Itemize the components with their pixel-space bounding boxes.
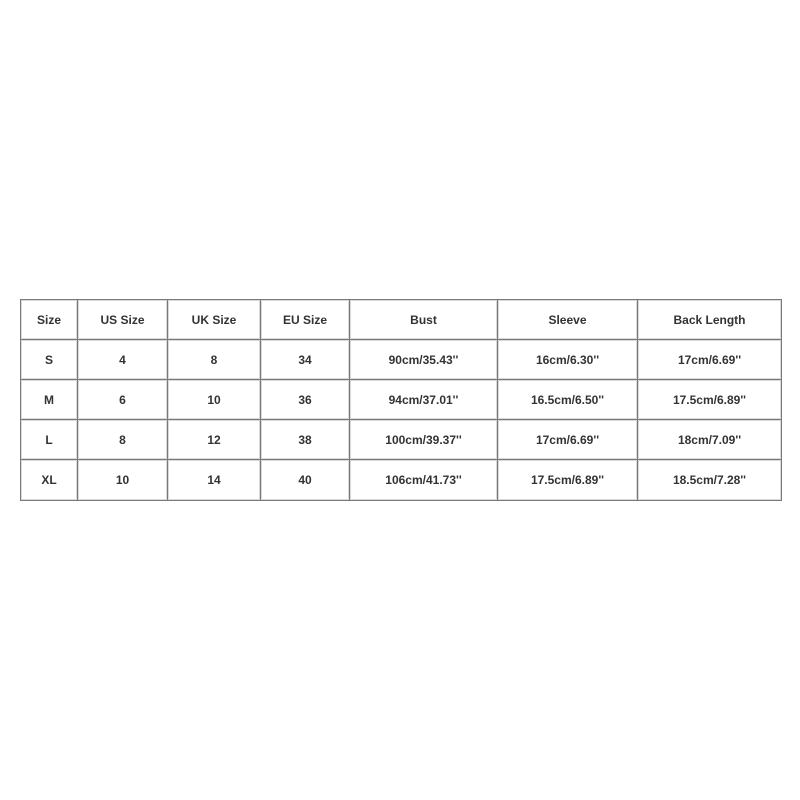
cell-uk-size: 12 [168,420,261,460]
cell-eu-size: 40 [261,460,350,500]
cell-size: S [21,340,78,380]
cell-bust: 90cm/35.43'' [350,340,498,380]
table-row [21,460,781,500]
header-bust: Bust [350,300,498,340]
table-header-row [21,300,781,340]
header-uk-size: UK Size [168,300,261,340]
header-eu-size: EU Size [261,300,350,340]
header-back-length: Back Length [638,300,781,340]
header-us-size: US Size [78,300,168,340]
cell-sleeve: 17.5cm/6.89'' [498,460,638,500]
header-size: Size [21,300,78,340]
table-row [21,420,781,460]
header-sleeve: Sleeve [498,300,638,340]
cell-back-length: 18cm/7.09'' [638,420,781,460]
cell-bust: 100cm/39.37'' [350,420,498,460]
cell-uk-size: 8 [168,340,261,380]
cell-us-size: 4 [78,340,168,380]
table-row [21,380,781,420]
cell-sleeve: 16cm/6.30'' [498,340,638,380]
cell-eu-size: 34 [261,340,350,380]
size-chart-table [20,299,782,501]
cell-back-length: 17cm/6.69'' [638,340,781,380]
cell-size: M [21,380,78,420]
cell-uk-size: 14 [168,460,261,500]
cell-size: XL [21,460,78,500]
cell-sleeve: 17cm/6.69'' [498,420,638,460]
cell-eu-size: 38 [261,420,350,460]
cell-uk-size: 10 [168,380,261,420]
cell-sleeve: 16.5cm/6.50'' [498,380,638,420]
cell-size: L [21,420,78,460]
cell-us-size: 6 [78,380,168,420]
cell-bust: 94cm/37.01'' [350,380,498,420]
cell-eu-size: 36 [261,380,350,420]
cell-back-length: 17.5cm/6.89'' [638,380,781,420]
cell-bust: 106cm/41.73'' [350,460,498,500]
cell-us-size: 8 [78,420,168,460]
cell-us-size: 10 [78,460,168,500]
cell-back-length: 18.5cm/7.28'' [638,460,781,500]
table-row [21,340,781,380]
